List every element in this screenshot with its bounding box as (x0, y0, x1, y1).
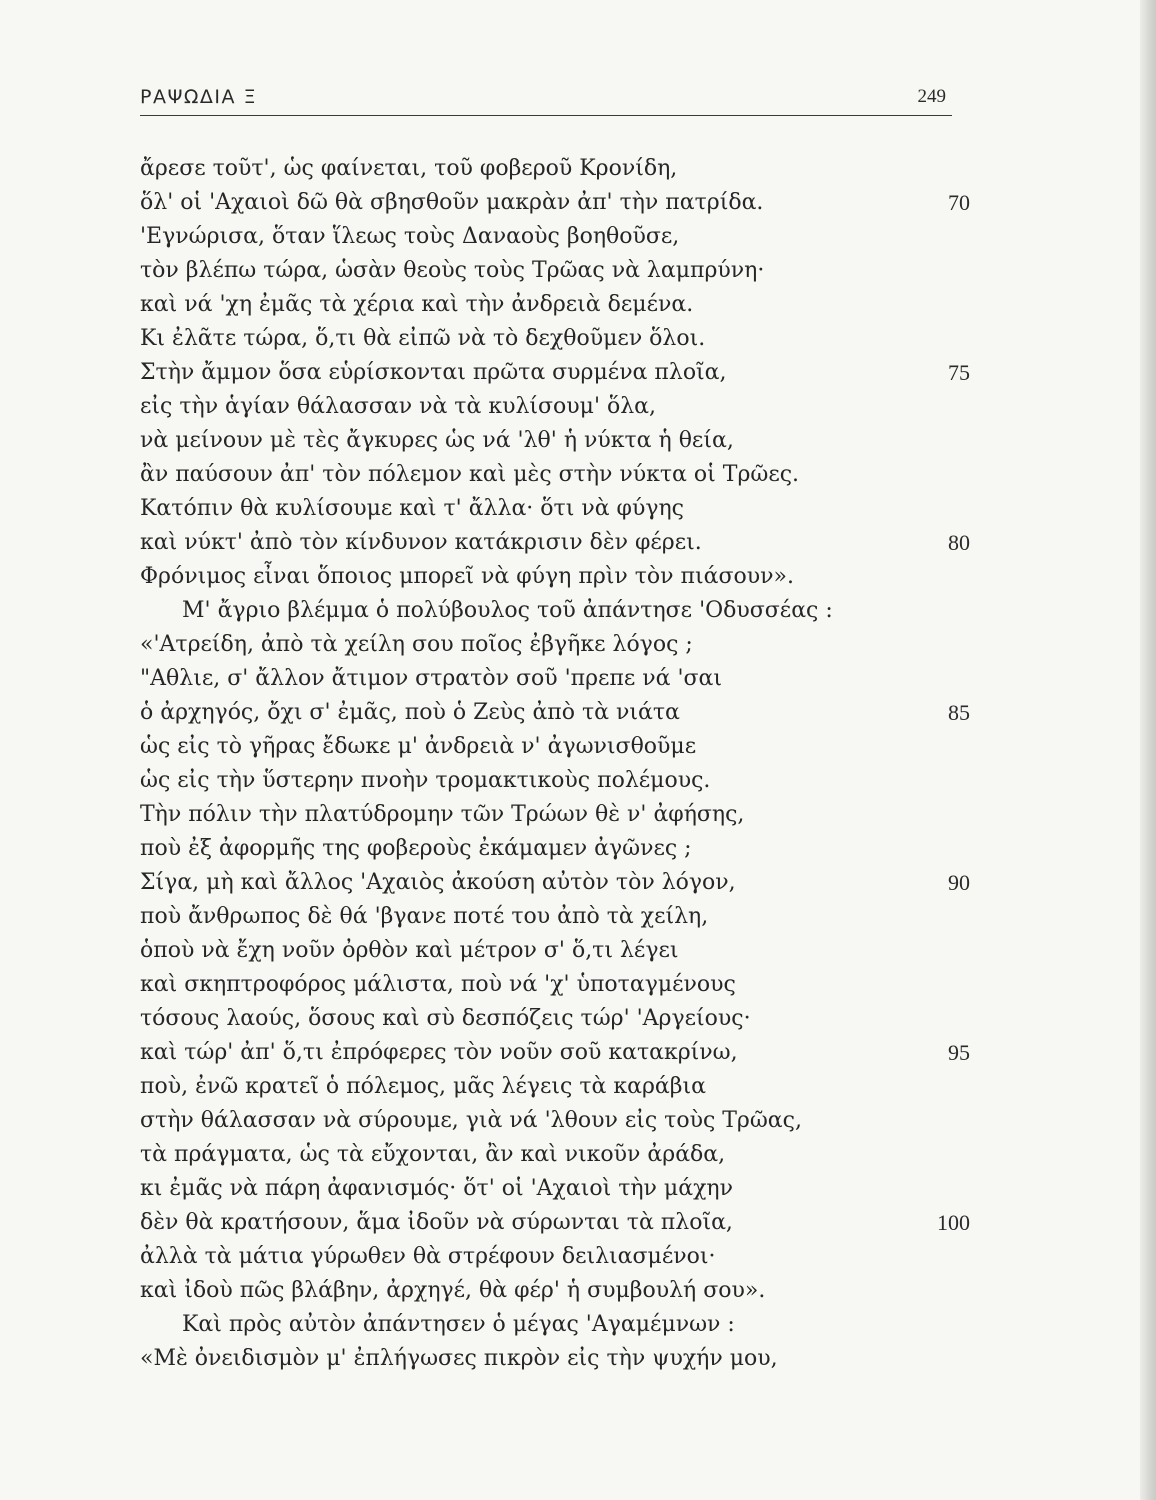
verse-line-text: Μ' ἄγριο βλέμμα ὁ πολύβουλος τοῦ ἀπάντησε 'Οδυσσέας : (182, 598, 833, 623)
verse-text-block (140, 152, 970, 1376)
page-header (140, 84, 952, 116)
line-number: 70 (948, 190, 970, 215)
page-edge-shadow (1140, 0, 1156, 1500)
verse-line (140, 390, 970, 424)
verse-line-text: ἂν παύσουν ἀπ' τὸν πόλεμον καὶ μὲς στὴν νύκτα οἱ Τρῶες. (140, 462, 800, 487)
line-number: 85 (948, 700, 970, 725)
verse-line-text: ποὺ, ἐνῶ κρατεῖ ὁ πόλεμος, μᾶς λέγεις τὰ καράβια (140, 1074, 706, 1099)
verse-line (140, 628, 970, 662)
verse-line (140, 866, 970, 900)
verse-line (140, 1240, 970, 1274)
verse-line-text: Σίγα, μὴ καὶ ἄλλος 'Αχαιὸς ἀκούση αὐτὸν τὸν λόγον, (140, 870, 736, 895)
verse-line-text: Φρόνιμος εἶναι ὅποιος μπορεῖ νὰ φύγη πρὶν τὸν πιάσουν». (140, 564, 794, 589)
verse-line-text: ποὺ ἄνθρωπος δὲ θά 'βγανε ποτέ του ἀπὸ τὰ χείλη, (140, 904, 709, 929)
verse-line (140, 832, 970, 866)
verse-line-text: νὰ μείνουν μὲ τὲς ἄγκυρες ὡς νά 'λθ' ἡ νύκτα ἡ θεία, (140, 428, 734, 453)
verse-line (140, 662, 970, 696)
verse-line-text: τὸν βλέπω τώρα, ὡσὰν θεοὺς τοὺς Τρῶας νὰ λαμπρύνη· (140, 258, 765, 283)
verse-line (140, 1274, 970, 1308)
verse-line (140, 730, 970, 764)
verse-line (140, 1070, 970, 1104)
verse-line (140, 186, 970, 220)
verse-line-text: Κατόπιν θὰ κυλίσουμε καὶ τ' ἄλλα· ὅτι νὰ φύγης (140, 496, 684, 521)
header-rule (140, 115, 952, 116)
verse-line-text: Στὴν ἄμμον ὅσα εὑρίσκονται πρῶτα συρμένα πλοῖα, (140, 360, 727, 385)
verse-line (140, 560, 970, 594)
verse-line-text: «'Ατρείδη, ἀπὸ τὰ χείλη σου ποῖος ἐβγῆκε λόγος ; (140, 632, 693, 657)
verse-line (140, 900, 970, 934)
verse-line-text: εἰς τὴν ἁγίαν θάλασσαν νὰ τὰ κυλίσουμ' ὅλα, (140, 394, 657, 419)
verse-line (140, 1206, 970, 1240)
verse-line-text: «Μὲ ὀνειδισμὸν μ' ἐπλήγωσες πικρὸν εἰς τὴν ψυχήν μου, (140, 1346, 778, 1371)
line-number: 90 (948, 870, 970, 895)
verse-line-text: Καὶ πρὸς αὐτὸν ἀπάντησεν ὁ μέγας 'Αγαμέμνων : (182, 1312, 735, 1337)
verse-line-text: καὶ ἰδοὺ πῶς βλάβην, ἀρχηγέ, θὰ φέρ' ἡ συμβουλή σου». (140, 1278, 766, 1303)
verse-line-text: τὰ πράγματα, ὡς τὰ εὔχονται, ἂν καὶ νικοῦν ἀράδα, (140, 1142, 726, 1167)
verse-line (140, 1002, 970, 1036)
verse-line (140, 934, 970, 968)
verse-line (140, 1308, 970, 1342)
line-number: 95 (948, 1040, 970, 1065)
verse-line (140, 968, 970, 1002)
verse-line-text: "Αθλιε, σ' ἄλλον ἄτιμον στρατὸν σοῦ 'πρεπε νά 'σαι (140, 666, 723, 691)
line-number: 75 (948, 360, 970, 385)
verse-line (140, 152, 970, 186)
verse-line (140, 1104, 970, 1138)
verse-line (140, 1138, 970, 1172)
verse-line-text: ὡς εἰς τὸ γῆρας ἔδωκε μ' ἀνδρειὰ ν' ἀγωνισθοῦμε (140, 734, 697, 759)
verse-line-text: δὲν θὰ κρατήσουν, ἅμα ἰδοῦν νὰ σύρωνται τὰ πλοῖα, (140, 1210, 733, 1235)
verse-line (140, 798, 970, 832)
verse-line-text: καὶ σκηπτροφόρος μάλιστα, ποὺ νά 'χ' ὑποταγμένους (140, 972, 736, 997)
verse-line (140, 424, 970, 458)
verse-line-text: κι ἐμᾶς νὰ πάρη ἀφανισμός· ὅτ' οἱ 'Αχαιοὶ τὴν μάχην (140, 1176, 733, 1201)
verse-line (140, 1172, 970, 1206)
verse-line (140, 322, 970, 356)
line-number: 100 (937, 1210, 970, 1235)
verse-line (140, 526, 970, 560)
page-number: 249 (917, 86, 946, 107)
verse-line-text: ὁ ἀρχηγός, ὄχι σ' ἐμᾶς, ποὺ ὁ Ζεὺς ἀπὸ τὰ νιάτα (140, 700, 680, 725)
verse-line-text: καὶ νά 'χη ἐμᾶς τὰ χέρια καὶ τὴν ἀνδρειὰ δεμένα. (140, 292, 694, 317)
verse-line-text: καὶ νύκτ' ἀπὸ τὸν κίνδυνον κατάκρισιν δὲν φέρει. (140, 530, 702, 555)
verse-line-text: ἀλλὰ τὰ μάτια γύρωθεν θὰ στρέφουν δειλιασμένοι· (140, 1244, 716, 1269)
verse-line-text: ὅλ' οἱ 'Αχαιοὶ δῶ θὰ σβησθοῦν μακρὰν ἀπ' τὴν πατρίδα. (140, 190, 764, 215)
verse-line-text: στὴν θάλασσαν νὰ σύρουμε, γιὰ νά 'λθουν εἰς τοὺς Τρῶας, (140, 1108, 802, 1133)
verse-line (140, 696, 970, 730)
verse-line-text: ὁποὺ νὰ ἔχη νοῦν ὀρθὸν καὶ μέτρον σ' ὅ,τι λέγει (140, 938, 679, 963)
verse-line (140, 458, 970, 492)
running-title: ΡΑΨΩΔΙΑ Ξ (140, 86, 258, 108)
verse-line (140, 594, 970, 628)
verse-line (140, 220, 970, 254)
verse-line (140, 1342, 970, 1376)
verse-line-text: ἄρεσε τοῦτ', ὡς φαίνεται, τοῦ φοβεροῦ Κρονίδη, (140, 156, 678, 181)
verse-line-text: 'Εγνώρισα, ὅταν ἵλεως τοὺς Δαναοὺς βοηθοῦσε, (140, 224, 680, 249)
verse-line-text: καὶ τώρ' ἀπ' ὅ,τι ἐπρόφερες τὸν νοῦν σοῦ κατακρίνω, (140, 1040, 738, 1065)
verse-line-text: ὡς εἰς τὴν ὕστερην πνοὴν τρομακτικοὺς πολέμους. (140, 768, 711, 793)
verse-line-text: ποὺ ἐξ ἀφορμῆς της φοβεροὺς ἐκάμαμεν ἀγῶνες ; (140, 836, 692, 861)
verse-line-text: Τὴν πόλιν τὴν πλατύδρομην τῶν Τρώων θὲ ν' ἀφήσης, (140, 802, 745, 827)
verse-line (140, 1036, 970, 1070)
verse-line (140, 764, 970, 798)
verse-line (140, 254, 970, 288)
verse-line (140, 288, 970, 322)
verse-line-text: τόσους λαούς, ὅσους καὶ σὺ δεσπόζεις τώρ' 'Αργείους· (140, 1006, 751, 1031)
verse-line (140, 492, 970, 526)
verse-line (140, 356, 970, 390)
line-number: 80 (948, 530, 970, 555)
verse-line-text: Κι ἐλᾶτε τώρα, ὅ,τι θὰ εἰπῶ νὰ τὸ δεχθοῦμεν ὅλοι. (140, 326, 706, 351)
